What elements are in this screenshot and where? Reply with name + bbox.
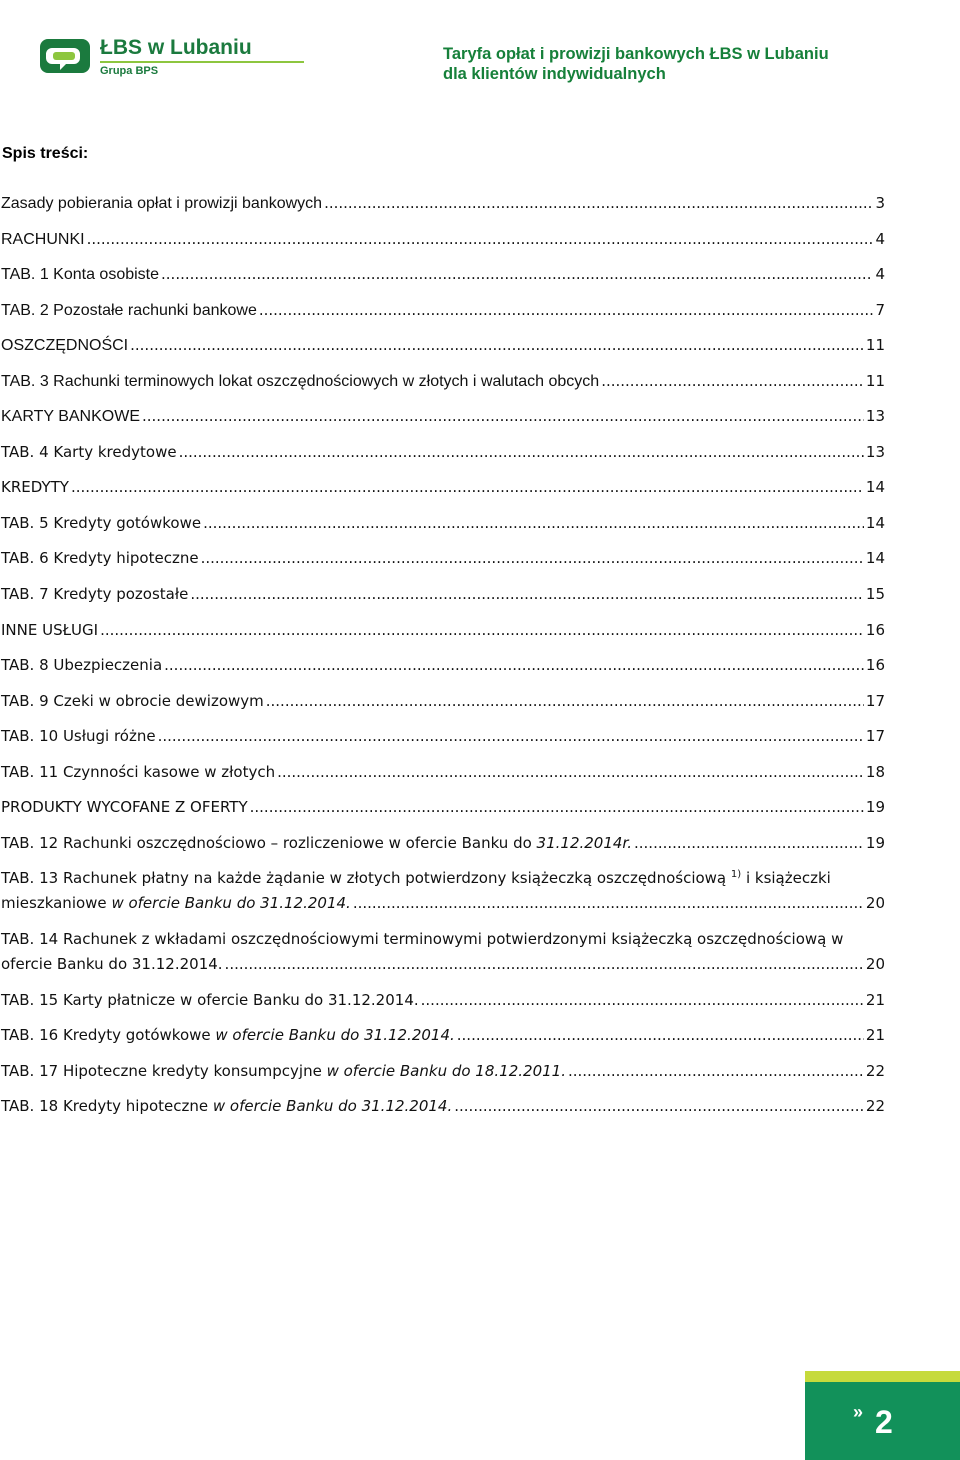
toc-entry-page: 15 xyxy=(865,585,885,603)
toc-leader xyxy=(601,369,864,394)
toc-leader xyxy=(158,724,864,749)
toc-entry-label: TAB. 9 Czeki w obrocie dewizowym xyxy=(1,692,264,710)
toc-entry-page: 4 xyxy=(875,265,885,283)
toc-entry-label-italic: w ofercie Banku do 31.12.2014. xyxy=(215,1026,455,1044)
toc-entry-label: TAB. 3 Rachunki terminowych lokat oszczędnościowych w złotych i walutach obcych xyxy=(1,373,600,390)
page-header xyxy=(0,0,960,110)
toc-entry-page: 7 xyxy=(875,301,885,319)
toc-entry-page: 17 xyxy=(865,692,885,710)
toc-entry-label: OSZCZĘDNOŚCI xyxy=(1,337,129,354)
toc-leader xyxy=(201,546,864,571)
logo-icon xyxy=(38,36,94,76)
badge-top-strip xyxy=(805,1371,960,1382)
toc-entry[interactable] xyxy=(1,546,885,571)
toc-entry-label-text: TAB. 12 Rachunki oszczędnościowo – rozliczeniowe w ofercie Banku do xyxy=(1,834,537,852)
toc-entry-page: 14 xyxy=(865,478,885,496)
toc-entry-label-text: i książeczki xyxy=(741,869,831,887)
toc-entry-label: Zasady pobierania opłat i prowizji bankowych xyxy=(1,195,323,212)
badge-box xyxy=(805,1382,960,1460)
toc-entry[interactable] xyxy=(1,227,885,252)
toc-leader xyxy=(259,298,874,323)
toc-entry[interactable] xyxy=(1,653,885,678)
toc-entry-label xyxy=(1,1059,566,1084)
toc-entry-label: TAB. 5 Kredyty gotówkowe xyxy=(1,514,202,532)
toc-entry-page: 13 xyxy=(865,407,885,425)
toc-entry-page: 20 xyxy=(865,955,885,973)
toc-entry[interactable] xyxy=(1,1094,885,1119)
toc-entry-label-text: TAB. 18 Kredyty hipoteczne xyxy=(1,1097,213,1115)
toc-entry-label: TAB. 8 Ubezpieczenia xyxy=(1,656,163,674)
document-title-line1: Taryfa opłat i prowizji bankowych ŁBS w Lubaniu xyxy=(443,45,829,63)
toc-leader xyxy=(568,1059,864,1084)
toc-entry-label-italic: w ofercie Banku do 18.12.2011. xyxy=(326,1062,566,1080)
toc-entry[interactable] xyxy=(1,404,885,429)
logo-subtitle: Grupa BPS xyxy=(100,65,159,77)
toc-leader xyxy=(277,760,864,785)
toc-leader xyxy=(266,689,864,714)
toc-entry-page: 13 xyxy=(865,443,885,461)
toc-entry[interactable] xyxy=(1,440,885,465)
toc-entry-page: 22 xyxy=(865,1097,885,1115)
toc-entry-page: 21 xyxy=(865,1026,885,1044)
logo-name: ŁBS w Lubaniu xyxy=(100,36,252,59)
toc-entry-page: 22 xyxy=(865,1062,885,1080)
bank-logo xyxy=(38,36,278,80)
chevron-icon: » xyxy=(853,1402,864,1422)
toc-leader xyxy=(130,333,864,358)
toc-entry-label-text: TAB. 16 Kredyty gotówkowe xyxy=(1,1026,216,1044)
toc-entry[interactable] xyxy=(1,988,885,1013)
toc-leader xyxy=(454,1094,864,1119)
toc-entry-label-line2: ofercie Banku do 31.12.2014. xyxy=(1,955,223,973)
toc-leader xyxy=(324,191,873,216)
toc-entry[interactable] xyxy=(1,689,885,714)
toc-entry[interactable] xyxy=(1,511,885,536)
toc-entry-label: PRODUKTY WYCOFANE Z OFERTY xyxy=(1,798,248,816)
toc-entry[interactable] xyxy=(1,927,885,977)
toc-entry-label-text: TAB. 13 Rachunek płatny na każde żądanie w złotych potwierdzony książeczką oszczędnościową xyxy=(1,869,727,887)
toc-entry[interactable] xyxy=(1,795,885,820)
toc-entry[interactable] xyxy=(1,262,885,287)
toc-entry-label-line2 xyxy=(1,891,351,916)
toc-entry-label-text: TAB. 17 Hipoteczne kredyty konsumpcyjne xyxy=(1,1062,327,1080)
toc-leader xyxy=(161,262,873,287)
toc-leader xyxy=(87,227,874,252)
toc-leader xyxy=(179,440,864,465)
logo-divider xyxy=(100,61,304,63)
toc-entry[interactable] xyxy=(1,724,885,749)
toc-entry-page: 4 xyxy=(875,230,885,248)
toc-entry-label: TAB. 1 Konta osobiste xyxy=(1,266,160,283)
document-title xyxy=(443,44,943,84)
toc-entry-label-italic: w ofercie Banku do 31.12.2014. xyxy=(212,1097,453,1115)
toc-entry-page: 11 xyxy=(865,372,885,390)
toc-entry-page: 19 xyxy=(865,798,885,816)
toc-leader xyxy=(634,831,864,856)
toc-entry-label: TAB. 7 Kredyty pozostałe xyxy=(1,585,189,603)
toc-entry-page: 14 xyxy=(865,514,885,532)
toc-entry-label: TAB. 2 Pozostałe rachunki bankowe xyxy=(1,302,257,319)
toc-entry-page: 17 xyxy=(865,727,885,745)
document-title-line2: dla klientów indywidualnych xyxy=(443,65,666,83)
toc-leader xyxy=(203,511,864,536)
toc-leader xyxy=(142,404,864,429)
toc-entry-label: RACHUNKI xyxy=(1,231,85,248)
toc-entry-label xyxy=(1,1023,455,1048)
toc-leader xyxy=(164,653,864,678)
toc-entry[interactable] xyxy=(1,475,885,500)
toc-entry-label: TAB. 11 Czynności kasowe w złotych xyxy=(1,763,276,781)
toc-entry-page: 3 xyxy=(875,194,885,212)
toc-entry-label: KREDYTY xyxy=(1,478,69,496)
footnote-marker: 1) xyxy=(730,869,742,880)
toc-entry-label xyxy=(1,1094,452,1119)
toc-leader xyxy=(353,891,864,916)
toc-heading: Spis treści: xyxy=(2,145,89,162)
toc-entry-page: 20 xyxy=(865,894,885,912)
toc-entry-page: 11 xyxy=(865,336,885,354)
toc-entry-label xyxy=(1,831,632,856)
toc-entry-label-line1 xyxy=(1,866,885,891)
toc-entry-page: 16 xyxy=(865,621,885,639)
toc-entry-page: 16 xyxy=(865,656,885,674)
toc-leader xyxy=(225,952,864,977)
toc-entry[interactable] xyxy=(1,369,885,394)
toc-leader xyxy=(71,475,864,500)
toc-entry[interactable] xyxy=(1,760,885,785)
toc-entry-page: 18 xyxy=(865,763,885,781)
toc-entry-label: TAB. 4 Karty kredytowe xyxy=(1,443,177,461)
toc-leader xyxy=(457,1023,864,1048)
toc-leader xyxy=(100,618,864,643)
toc-entry[interactable] xyxy=(1,298,885,323)
page-number: 2 xyxy=(875,1404,893,1440)
toc-leader xyxy=(421,988,864,1013)
toc-entry[interactable] xyxy=(1,1059,885,1084)
toc-entry-label: INNE USŁUGI xyxy=(1,621,99,639)
toc-entry-label: TAB. 10 Usługi różne xyxy=(1,727,156,745)
toc-entry[interactable] xyxy=(1,866,885,916)
toc-entry-page: 21 xyxy=(865,991,885,1009)
toc-entry[interactable] xyxy=(1,191,885,216)
toc-entry-label-italic: w ofercie Banku do 31.12.2014. xyxy=(111,894,351,912)
toc-entry-label-text: mieszkaniowe xyxy=(1,894,112,912)
toc-entry-page: 14 xyxy=(865,549,885,567)
toc-entry-label: KARTY BANKOWE xyxy=(1,408,140,425)
toc-entry[interactable] xyxy=(1,618,885,643)
toc-entry-page: 19 xyxy=(865,834,885,852)
toc-entry[interactable] xyxy=(1,333,885,358)
toc-entry-label-line1: TAB. 14 Rachunek z wkładami oszczędnościowymi terminowymi potwierdzonymi książeczką oszczędnościową w xyxy=(1,930,844,948)
toc-entry-label: TAB. 6 Kredyty hipoteczne xyxy=(1,549,199,567)
toc-entry[interactable] xyxy=(1,582,885,607)
toc-entry[interactable] xyxy=(1,1023,885,1048)
toc-entry-label-italic: 31.12.2014r. xyxy=(536,834,632,852)
toc-leader xyxy=(190,582,864,607)
page-number-badge xyxy=(805,1371,960,1460)
toc-entry[interactable] xyxy=(1,831,885,856)
toc-entry-label: TAB. 15 Karty płatnicze w ofercie Banku do 31.12.2014. xyxy=(1,991,419,1009)
toc-leader xyxy=(250,795,864,820)
